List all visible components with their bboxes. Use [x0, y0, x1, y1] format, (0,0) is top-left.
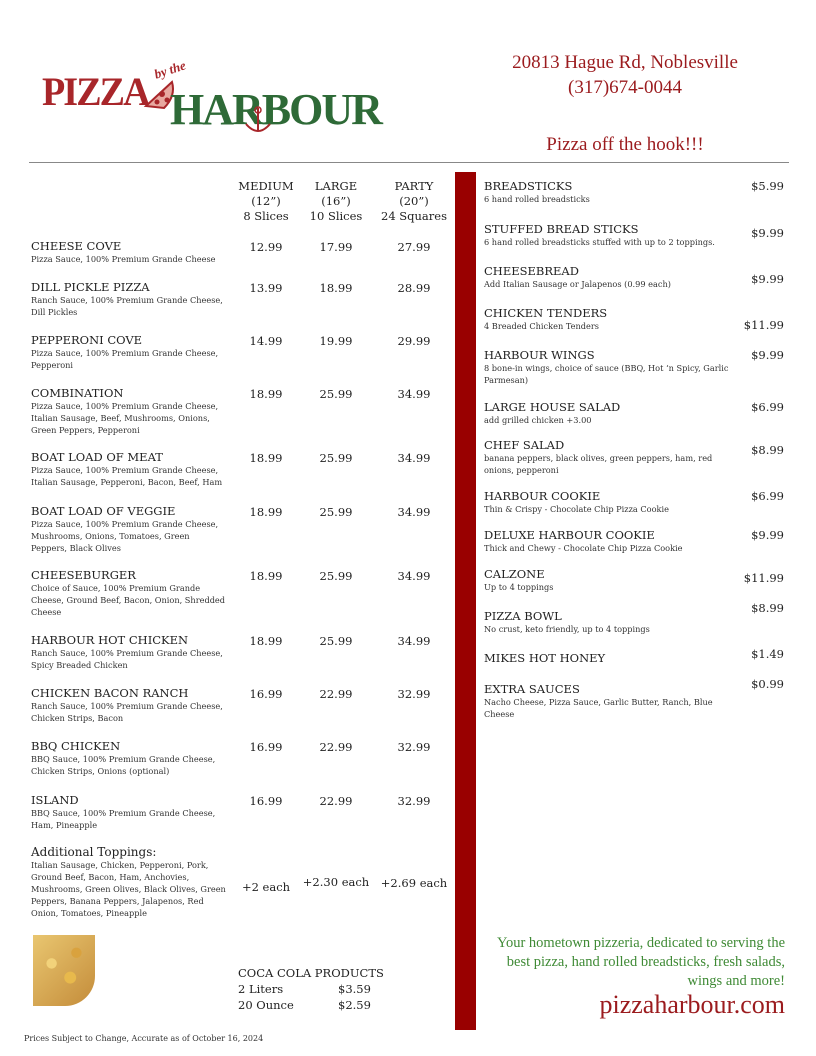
size-name: LARGE [314, 179, 358, 193]
side-desc: Add Italian Sausage or Jalapenos (0.99 each) [484, 279, 671, 289]
header-divider [29, 162, 789, 163]
price-party: 32.99 [397, 794, 431, 808]
price-party: 34.99 [397, 634, 431, 648]
side-price: $0.99 [751, 677, 784, 691]
size-name: PARTY [394, 179, 434, 193]
side-name: LARGE HOUSE SALAD [484, 400, 621, 414]
side-name: CALZONE [484, 567, 545, 581]
slogan: Your hometown pizzeria, dedicated to serving the best pizza, hand rolled breadsticks, fresh salads, wings and more! [496, 935, 785, 989]
size-header-medium [231, 179, 301, 224]
price-medium: 14.99 [249, 334, 283, 348]
drink-row [238, 981, 388, 997]
price-party: 34.99 [397, 451, 431, 465]
tagline: Pizza off the hook!!! [546, 134, 704, 155]
price-large: 22.99 [319, 740, 353, 754]
price-party: 32.99 [397, 740, 431, 754]
price-disclaimer: Prices Subject to Change, Accurate as of October 16, 2024 [24, 1034, 264, 1043]
toppings-title: Additional Toppings: [31, 845, 157, 859]
side-price: $9.99 [751, 528, 784, 542]
toppings-list: Italian Sausage, Chicken, Pepperoni, Pork, Ground Beef, Bacon, Ham, Anchovies, Mushrooms, Green Olives, Black Olives, Green Peppers, Banana Peppers, Jalapenos, Red Onion, Tomatoes, Pineapple [31, 860, 226, 918]
pizza-desc: Ranch Sauce, 100% Premium Grande Cheese, Chicken Strips, Bacon [31, 701, 223, 723]
side-name: PIZZA BOWL [484, 609, 562, 623]
pizza-item [31, 333, 226, 371]
side-desc: Up to 4 toppings [484, 582, 554, 592]
drink-price: $2.59 [338, 998, 371, 1012]
pizza-desc: Ranch Sauce, 100% Premium Grande Cheese, Dill Pickles [31, 295, 223, 317]
side-price: $11.99 [743, 318, 784, 332]
side-name: CHEF SALAD [484, 438, 565, 452]
side-price: $8.99 [751, 601, 784, 615]
side-name: CHICKEN TENDERS [484, 306, 608, 320]
side-name: MIKES HOT HONEY [484, 651, 606, 665]
side-desc: 8 bone-in wings, choice of sauce (BBQ, Hot ‘n Spicy, Garlic Parmesan) [484, 363, 729, 385]
size-header-large [301, 179, 371, 224]
side-name: HARBOUR COOKIE [484, 489, 601, 503]
side-item [484, 264, 734, 290]
price-large: 18.99 [319, 281, 353, 295]
price-large: 22.99 [319, 794, 353, 808]
side-price: $9.99 [751, 226, 784, 240]
size-header-party [374, 179, 454, 224]
side-item [484, 222, 734, 248]
price-medium: 16.99 [249, 740, 283, 754]
side-item [484, 567, 734, 593]
pizza-desc: Ranch Sauce, 100% Premium Grande Cheese, Spicy Breaded Chicken [31, 648, 223, 670]
side-price: $9.99 [751, 272, 784, 286]
pizza-item [31, 386, 226, 436]
side-price: $8.99 [751, 443, 784, 457]
side-desc: Thick and Chewy - Chocolate Chip Pizza Cookie [484, 543, 683, 553]
side-item [484, 489, 734, 515]
pizza-name: BBQ CHICKEN [31, 739, 121, 753]
price-party: 34.99 [397, 569, 431, 583]
price-large: 17.99 [319, 240, 353, 254]
side-desc: 6 hand rolled breadsticks [484, 194, 590, 204]
pizza-item [31, 239, 226, 265]
pizza-item [31, 504, 226, 554]
price-medium: 18.99 [249, 505, 283, 519]
logo [42, 57, 381, 134]
side-item [484, 179, 734, 205]
price-party: 34.99 [397, 387, 431, 401]
drinks-title: COCA COLA PRODUCTS [238, 966, 384, 980]
pizza-item [31, 793, 226, 831]
price-large: 25.99 [319, 505, 353, 519]
address: 20813 Hague Rd, Noblesville [512, 52, 738, 73]
side-item [484, 682, 734, 720]
topping-price-party: +2.69 each [380, 876, 448, 890]
pizza-name: CHEESE COVE [31, 239, 122, 253]
side-price: $6.99 [751, 489, 784, 503]
pizza-item [31, 686, 226, 724]
side-price: $11.99 [743, 571, 784, 585]
price-medium: 13.99 [249, 281, 283, 295]
side-item [484, 651, 734, 665]
size-slices: 8 Slices [243, 209, 289, 223]
column-divider-bar [455, 172, 476, 1030]
price-medium: 18.99 [249, 387, 283, 401]
side-name: BREADSTICKS [484, 179, 573, 193]
size-slices: 10 Slices [309, 209, 363, 223]
header-contact [460, 50, 790, 156]
side-item [484, 609, 734, 635]
website-link[interactable]: pizzaharbour.com [599, 990, 785, 1019]
side-name: CHEESEBREAD [484, 264, 579, 278]
price-large: 22.99 [319, 687, 353, 701]
logo-word-bythe: by the [152, 57, 188, 82]
price-large: 25.99 [319, 634, 353, 648]
side-desc: No crust, keto friendly, up to 4 toppings [484, 624, 650, 634]
price-medium: 16.99 [249, 687, 283, 701]
pizza-name: HARBOUR HOT CHICKEN [31, 633, 189, 647]
price-large: 25.99 [319, 451, 353, 465]
pizza-photo [33, 935, 95, 1006]
side-item [484, 438, 734, 476]
pizza-name: ISLAND [31, 793, 79, 807]
side-name: STUFFED BREAD STICKS [484, 222, 639, 236]
price-party: 28.99 [397, 281, 431, 295]
size-inches: (20”) [399, 194, 429, 208]
pizza-desc: Pizza Sauce, 100% Premium Grande Cheese, Italian Sausage, Pepperoni, Bacon, Beef, Ham [31, 465, 223, 487]
side-item [484, 348, 734, 386]
side-item [484, 528, 734, 554]
topping-price-large: +2.30 each [302, 875, 370, 889]
size-inches: (12”) [251, 194, 281, 208]
pizza-name: CHICKEN BACON RANCH [31, 686, 189, 700]
pizza-desc: BBQ Sauce, 100% Premium Grande Cheese, Ham, Pineapple [31, 808, 216, 830]
logo-word-pizza: PIZZA [42, 69, 149, 114]
price-large: 25.99 [319, 387, 353, 401]
pizza-desc: Pizza Sauce, 100% Premium Grande Cheese [31, 254, 216, 264]
price-party: 29.99 [397, 334, 431, 348]
side-price: $5.99 [751, 179, 784, 193]
side-desc: banana peppers, black olives, green peppers, ham, red onions, pepperoni [484, 453, 713, 475]
side-name: DELUXE HARBOUR COOKIE [484, 528, 655, 542]
drink-price: $3.59 [338, 982, 371, 996]
pizza-name: BOAT LOAD OF MEAT [31, 450, 163, 464]
side-desc: 4 Breaded Chicken Tenders [484, 321, 599, 331]
price-party: 27.99 [397, 240, 431, 254]
side-item [484, 306, 734, 332]
pizza-name: DILL PICKLE PIZZA [31, 280, 150, 294]
pizza-name: COMBINATION [31, 386, 124, 400]
pizza-desc: Pizza Sauce, 100% Premium Grande Cheese, Italian Sausage, Beef, Mushrooms, Onions, Green Peppers, Pepperoni [31, 401, 219, 435]
drink-name: 2 Liters [238, 982, 284, 996]
side-price: $1.49 [751, 647, 784, 661]
pizza-desc: Choice of Sauce, 100% Premium Grande Cheese, Ground Beef, Bacon, Onion, Shredded Cheese [31, 583, 226, 617]
pizza-item [31, 739, 226, 777]
side-name: EXTRA SAUCES [484, 682, 580, 696]
toppings-block [31, 845, 231, 919]
price-medium: 18.99 [249, 451, 283, 465]
price-party: 32.99 [397, 687, 431, 701]
side-desc: 6 hand rolled breadsticks stuffed with up to 2 toppings. [484, 237, 715, 247]
price-medium: 18.99 [249, 569, 283, 583]
pizza-desc: BBQ Sauce, 100% Premium Grande Cheese, Chicken Strips, Onions (optional) [31, 754, 216, 776]
logo-word-harbour: HARBOUR [170, 85, 381, 134]
pizza-name: PEPPERONI COVE [31, 333, 143, 347]
side-item [484, 400, 734, 426]
price-medium: 18.99 [249, 634, 283, 648]
topping-price-medium: +2 each [241, 880, 291, 894]
price-large: 19.99 [319, 334, 353, 348]
side-price: $6.99 [751, 400, 784, 414]
pizza-item [31, 450, 226, 488]
size-slices: 24 Squares [381, 209, 447, 223]
pizza-item [31, 633, 226, 671]
anchor-icon [238, 106, 278, 136]
pizza-name: CHEESEBURGER [31, 568, 136, 582]
pizza-desc: Pizza Sauce, 100% Premium Grande Cheese, Mushrooms, Onions, Tomatoes, Green Peppers, Black Olives [31, 519, 219, 553]
drinks-block [238, 965, 388, 1013]
price-large: 25.99 [319, 569, 353, 583]
pizza-item [31, 568, 226, 618]
side-name: HARBOUR WINGS [484, 348, 595, 362]
price-party: 34.99 [397, 505, 431, 519]
price-medium: 16.99 [249, 794, 283, 808]
drink-name: 20 Ounce [238, 998, 294, 1012]
size-name: MEDIUM [238, 179, 294, 193]
side-price: $9.99 [751, 348, 784, 362]
drink-row [238, 997, 388, 1013]
pizza-item [31, 280, 226, 318]
price-medium: 12.99 [249, 240, 283, 254]
pizza-name: BOAT LOAD OF VEGGIE [31, 504, 176, 518]
pizza-desc: Pizza Sauce, 100% Premium Grande Cheese, Pepperoni [31, 348, 219, 370]
phone: (317)674-0044 [568, 77, 682, 98]
side-desc: Thin & Crispy - Chocolate Chip Pizza Cookie [484, 504, 669, 514]
size-inches: (16”) [321, 194, 351, 208]
side-desc: Nacho Cheese, Pizza Sauce, Garlic Butter, Ranch, Blue Cheese [484, 697, 713, 719]
side-desc: add grilled chicken +3.00 [484, 415, 592, 425]
